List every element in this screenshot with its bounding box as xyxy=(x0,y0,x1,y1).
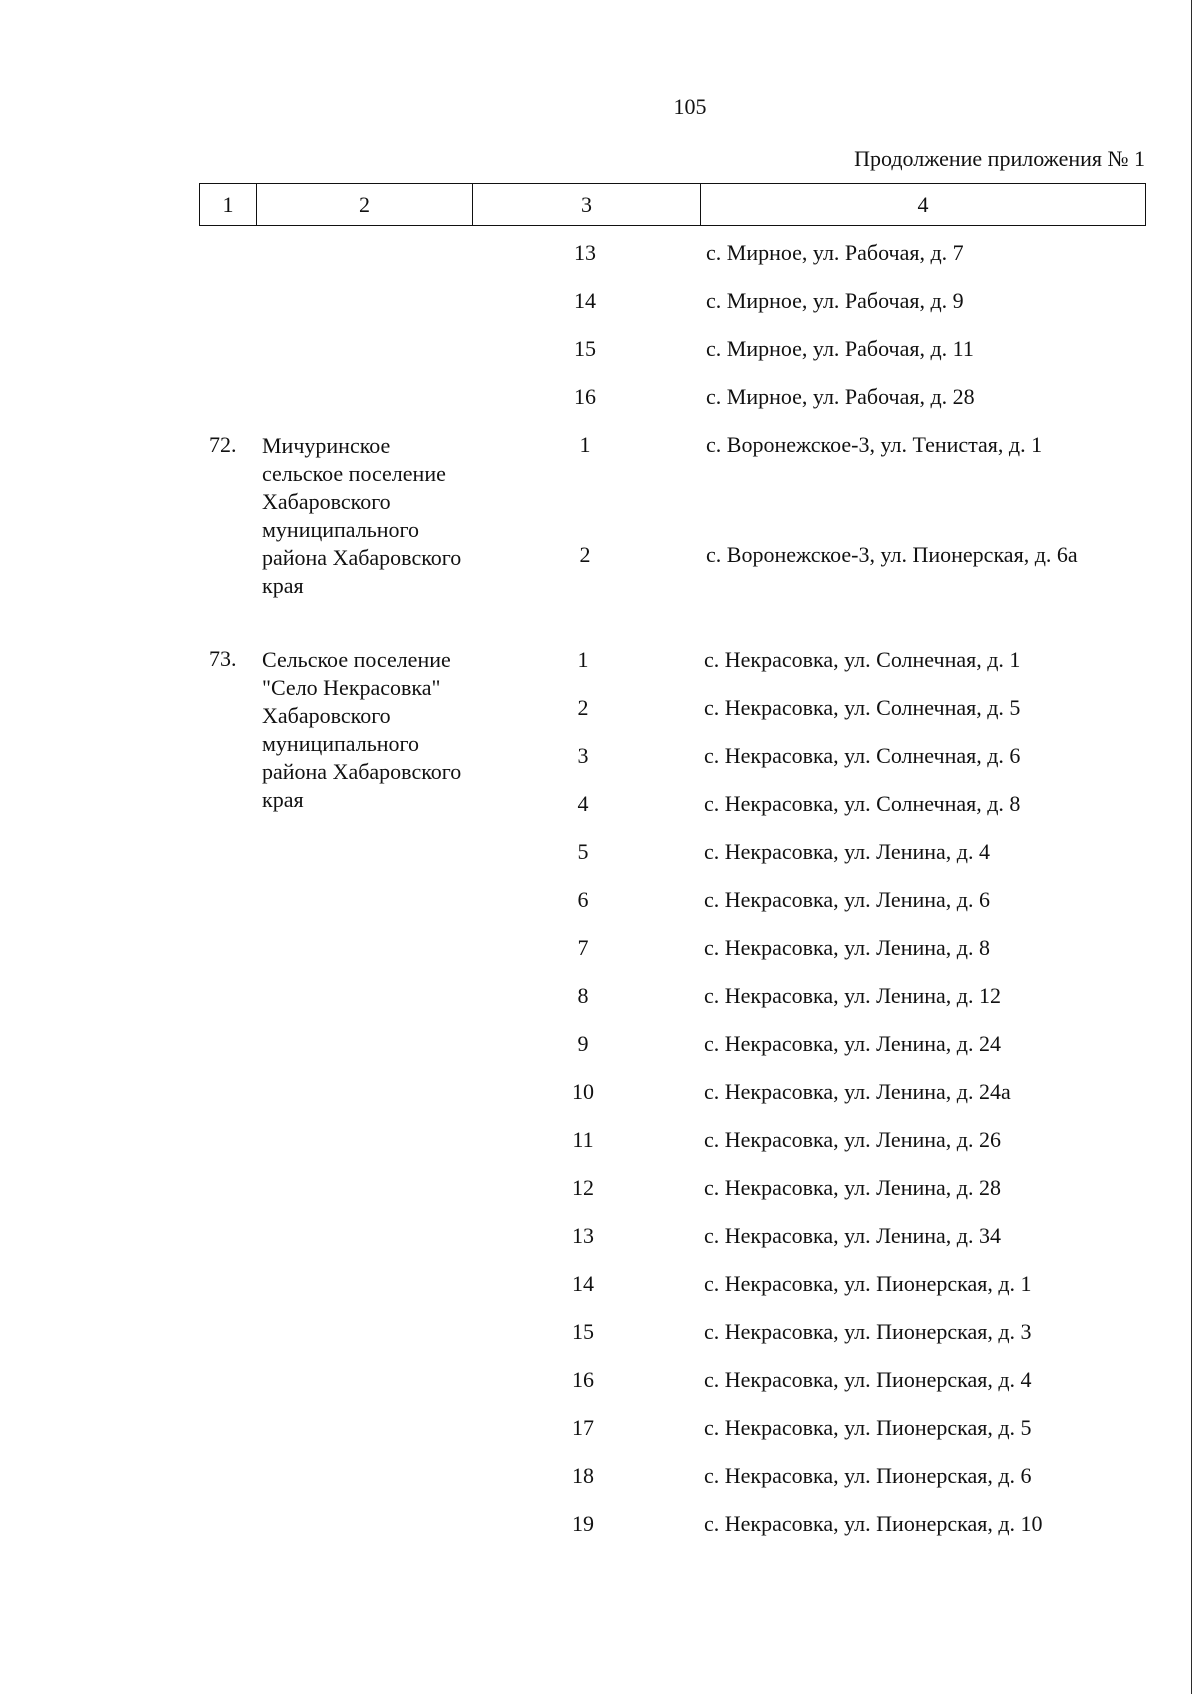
group-index: 72. xyxy=(209,432,237,457)
row-number: 12 xyxy=(572,1175,594,1200)
row-address: с. Некрасовка, ул. Пионерская, д. 6 xyxy=(704,1463,1032,1488)
group-name: Сельское поселение "Село Некрасовка" Хабаровского муниципального района Хабаровского края xyxy=(262,647,462,812)
row-number: 10 xyxy=(572,1079,594,1104)
row-number: 19 xyxy=(572,1511,594,1536)
row-number: 11 xyxy=(572,1127,594,1152)
row-number: 7 xyxy=(577,935,589,960)
row-number: 15 xyxy=(572,1319,594,1344)
appendix-note: Продолжение приложения № 1 xyxy=(854,146,1145,171)
row-address: с. Некрасовка, ул. Солнечная, д. 1 xyxy=(704,647,1021,672)
row-address: с. Некрасовка, ул. Пионерская, д. 10 xyxy=(704,1511,1043,1536)
row-address: с. Некрасовка, ул. Ленина, д. 26 xyxy=(704,1127,1001,1152)
row-address: с. Воронежское-3, ул. Пионерская, д. 6а xyxy=(706,542,1078,567)
row-address: с. Некрасовка, ул. Ленина, д. 8 xyxy=(704,935,990,960)
row-address: с. Некрасовка, ул. Ленина, д. 24а xyxy=(704,1079,1011,1104)
row-address: с. Некрасовка, ул. Солнечная, д. 8 xyxy=(704,791,1021,816)
row-address: с. Воронежское-3, ул. Тенистая, д. 1 xyxy=(706,432,1043,457)
column-header-4: 4 xyxy=(701,184,1146,226)
row-number: 14 xyxy=(574,288,596,313)
row-address: с. Некрасовка, ул. Ленина, д. 6 xyxy=(704,887,990,912)
column-header-1: 1 xyxy=(200,184,257,226)
row-number: 18 xyxy=(572,1463,594,1488)
page-number: 105 xyxy=(673,94,707,119)
row-address: с. Некрасовка, ул. Ленина, д. 12 xyxy=(704,983,1001,1008)
row-number: 1 xyxy=(579,432,591,457)
row-number: 13 xyxy=(572,1223,594,1248)
row-number: 1 xyxy=(577,647,589,672)
row-address: с. Некрасовка, ул. Ленина, д. 4 xyxy=(704,839,990,864)
row-address: с. Некрасовка, ул. Пионерская, д. 4 xyxy=(704,1367,1032,1392)
row-address: с. Некрасовка, ул. Пионерская, д. 3 xyxy=(704,1319,1032,1344)
row-number: 9 xyxy=(577,1031,589,1056)
group-name: Мичуринское сельское поселение Хабаровского муниципального района Хабаровского края xyxy=(262,433,462,598)
row-number: 4 xyxy=(577,791,589,816)
row-address: с. Некрасовка, ул. Ленина, д. 34 xyxy=(704,1223,1001,1248)
row-number: 15 xyxy=(574,336,596,361)
row-number: 5 xyxy=(577,839,589,864)
row-address: с. Мирное, ул. Рабочая, д. 11 xyxy=(706,336,974,361)
row-address: с. Некрасовка, ул. Пионерская, д. 1 xyxy=(704,1271,1032,1296)
page-edge-line xyxy=(1191,0,1192,1694)
row-address: с. Некрасовка, ул. Ленина, д. 28 xyxy=(704,1175,1001,1200)
group-index: 73. xyxy=(209,646,237,671)
row-address: с. Мирное, ул. Рабочая, д. 9 xyxy=(706,288,964,313)
row-number: 16 xyxy=(574,384,596,409)
column-header-2: 2 xyxy=(257,184,473,226)
row-address: с. Некрасовка, ул. Солнечная, д. 6 xyxy=(704,743,1021,768)
column-header-3: 3 xyxy=(473,184,701,226)
row-number: 16 xyxy=(572,1367,594,1392)
row-number: 14 xyxy=(572,1271,594,1296)
row-number: 6 xyxy=(577,887,589,912)
row-number: 13 xyxy=(574,240,596,265)
row-address: с. Некрасовка, ул. Пионерская, д. 5 xyxy=(704,1415,1032,1440)
row-address: с. Мирное, ул. Рабочая, д. 28 xyxy=(706,384,975,409)
row-address: с. Некрасовка, ул. Ленина, д. 24 xyxy=(704,1031,1001,1056)
row-number: 2 xyxy=(577,695,589,720)
table-header xyxy=(199,183,1146,226)
row-number: 2 xyxy=(579,542,591,567)
row-number: 17 xyxy=(572,1415,594,1440)
row-address: с. Мирное, ул. Рабочая, д. 7 xyxy=(706,240,964,265)
row-number: 8 xyxy=(577,983,589,1008)
row-address: с. Некрасовка, ул. Солнечная, д. 5 xyxy=(704,695,1021,720)
row-number: 3 xyxy=(577,743,589,768)
